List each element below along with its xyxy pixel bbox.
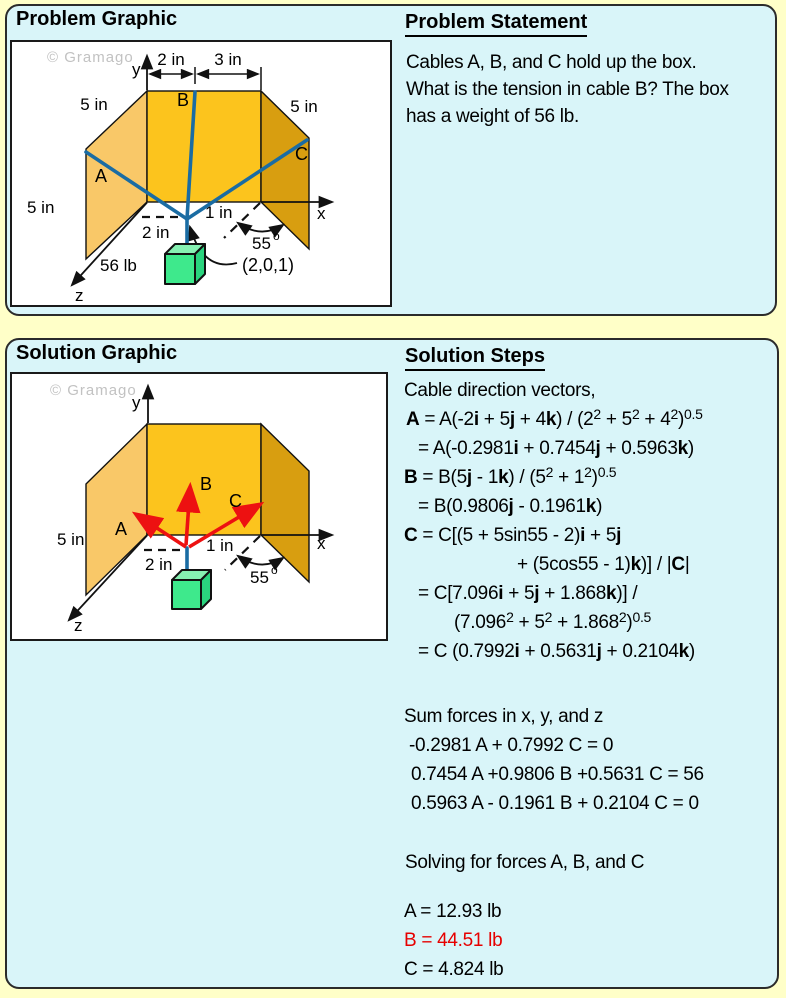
problem-statement-text bbox=[406, 49, 729, 130]
text-line: Cable direction vectors, bbox=[404, 380, 596, 401]
problem-statement-heading: Problem Statement bbox=[405, 11, 587, 37]
angle-degree-sup: o bbox=[271, 563, 278, 577]
text-line: has a weight of 56 lb. bbox=[406, 106, 579, 127]
text-line: $(7.096^2 + 5^2 + 1.868^2)^{0.5}$ bbox=[454, 609, 652, 633]
force-c-label: C bbox=[229, 491, 242, 511]
right-wall bbox=[261, 424, 309, 582]
cable-b-label: B bbox=[177, 90, 190, 110]
len-5in-left-slant-label: 5 in bbox=[80, 95, 108, 114]
off-2in-label: 2 in bbox=[142, 223, 170, 242]
text-line: $B = B(5j - 1k) / (5^2 + 1^2)^{0.5}$ bbox=[404, 464, 617, 488]
solution-graphic bbox=[12, 374, 386, 639]
solution-graphic-title: Solution Graphic bbox=[16, 342, 178, 364]
text-line: = C (0.7992i + 0.5631j + 0.2104k) bbox=[418, 641, 695, 662]
text-line: = B(0.9806j - 0.1961k) bbox=[418, 496, 603, 517]
watermark: © Gramago bbox=[47, 49, 134, 66]
text-line: What is the tension in cable B? The box bbox=[406, 79, 729, 100]
problem-graphic-title: Problem Graphic bbox=[16, 8, 178, 30]
point-label: (2,0,1) bbox=[242, 255, 295, 275]
text-line: B = 44.51 lb bbox=[404, 930, 503, 951]
equation-lines bbox=[404, 376, 703, 666]
center-wall bbox=[147, 91, 261, 202]
text-line: C = 4.824 lb bbox=[404, 959, 504, 980]
text-line: -0.2981 A + 0.7992 C = 0 bbox=[409, 735, 614, 756]
off-2in-label: 2 in bbox=[145, 555, 173, 574]
watermark: © Gramago bbox=[50, 382, 137, 399]
off-1in-label: 1 in bbox=[206, 536, 234, 555]
force-a-label: A bbox=[115, 519, 128, 539]
text-line: Cables A, B, and C hold up the box. bbox=[406, 52, 697, 73]
text-line: A = 12.93 lb bbox=[404, 901, 502, 922]
force-b-label: B bbox=[200, 474, 213, 494]
weight-cube-front bbox=[165, 254, 195, 284]
angle-label: 55 bbox=[252, 234, 271, 253]
solution-steps-heading: Solution Steps bbox=[405, 345, 545, 371]
text-line: = C[7.096i + 5j + 1.868k)] / bbox=[418, 583, 638, 604]
text-line: 0.5963 A - 0.1961 B + 0.2104 C = 0 bbox=[411, 793, 699, 814]
off-1in-label: 1 in bbox=[205, 203, 233, 222]
angle-degree-sup: o bbox=[273, 229, 280, 243]
text-line: C = C[(5 + 5sin55 - 2)i + 5j bbox=[404, 525, 622, 546]
len-5in-label: 5 in bbox=[57, 530, 85, 549]
x-axis-label: x bbox=[317, 534, 326, 553]
sum-forces-block bbox=[404, 702, 704, 818]
x-axis-label: x bbox=[317, 204, 326, 223]
weight-cube-front bbox=[172, 580, 201, 609]
problem-graphic bbox=[12, 42, 390, 305]
problem-graphic-box bbox=[10, 40, 392, 307]
text-line: 0.7454 A +0.9806 B +0.5631 C = 56 bbox=[411, 764, 704, 785]
cable-c-label: C bbox=[295, 144, 308, 164]
weight-label: 56 lb bbox=[100, 256, 137, 275]
text-line: Sum forces in x, y, and z bbox=[404, 706, 604, 727]
angle-label: 55 bbox=[250, 568, 269, 587]
solution-graphic-box bbox=[10, 372, 388, 641]
results-block bbox=[404, 897, 503, 984]
text-line: + (5cos55 - 1)k)] / |C| bbox=[517, 554, 690, 575]
y-axis-label: y bbox=[132, 393, 141, 412]
cable-a-label: A bbox=[95, 166, 108, 186]
len-5in-right-slant-label: 5 in bbox=[290, 97, 318, 116]
dim-3in-top-label: 3 in bbox=[214, 50, 242, 69]
dim-2in-top-label: 2 in bbox=[157, 50, 185, 69]
text-line: = A(-0.2981i + 0.7454j + 0.5963k) bbox=[418, 438, 694, 459]
text-line: $A = A(-2i + 5j + 4k) / (2^2 + 5^2 + 4^2)^{0.5}$ bbox=[406, 406, 703, 430]
len-5in-left-edge-label: 5 in bbox=[27, 198, 55, 217]
y-axis-label: y bbox=[132, 60, 141, 79]
z-axis-label: z bbox=[75, 286, 84, 305]
solving-heading: Solving for forces A, B, and C bbox=[405, 852, 645, 873]
z-axis-label: z bbox=[74, 616, 83, 635]
